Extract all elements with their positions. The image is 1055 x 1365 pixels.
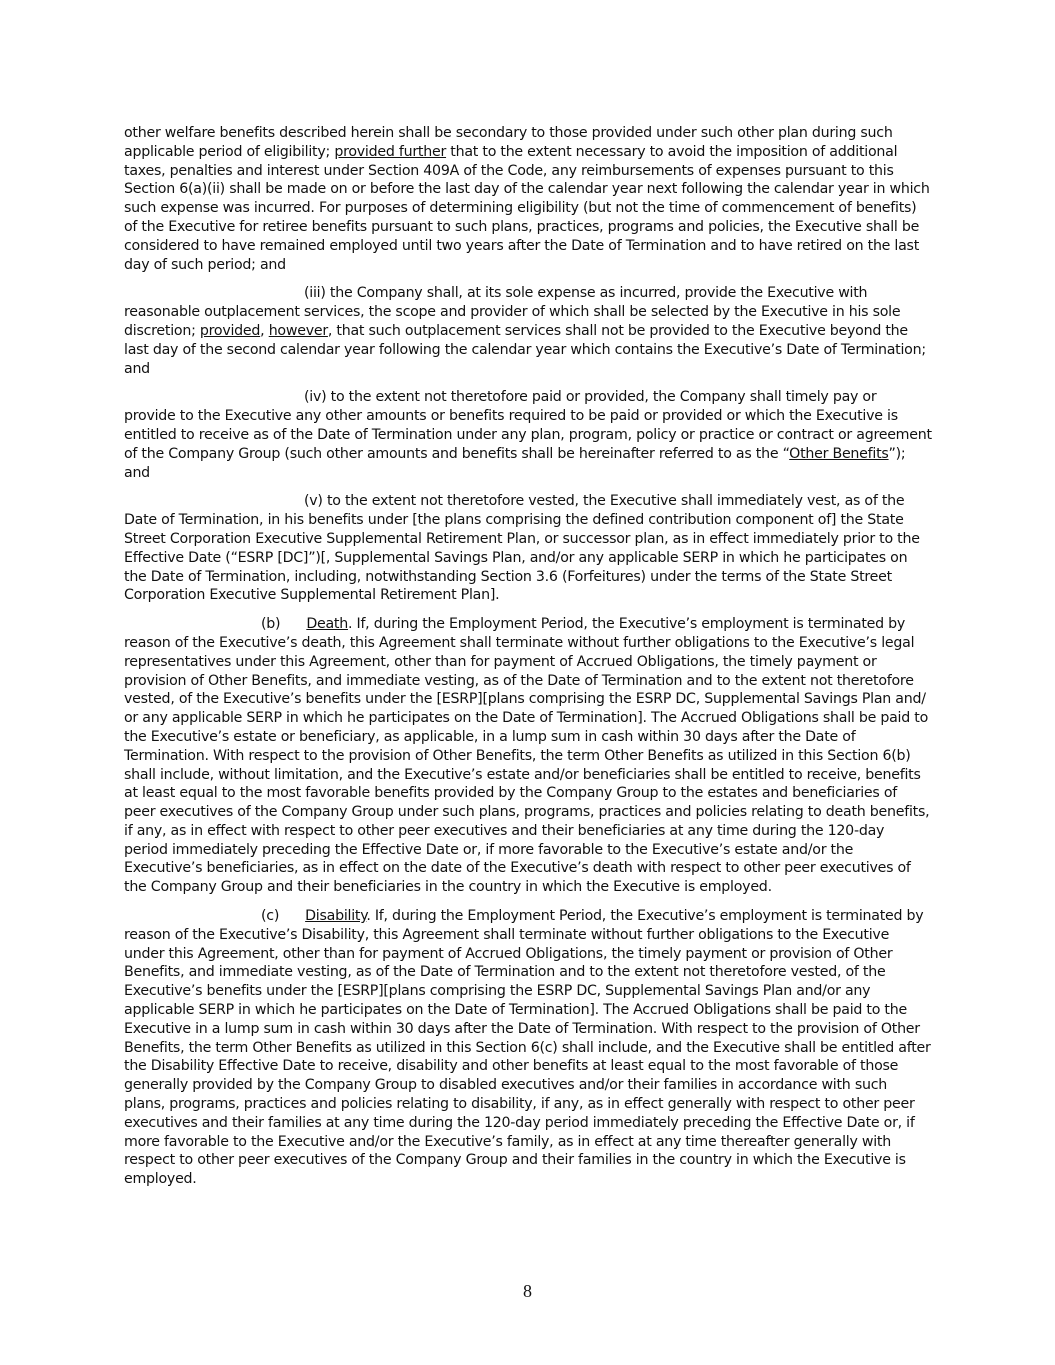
section-number: (c) [261,908,280,925]
text-run: . If, during the Employment Period, the Executive’s employment is terminated by reason of the Executive’s death, this Agreement shall terminate without further obligations to the Executive’s legal representatives under this Agreement, other than for payment of Accrued Obligations, the timely payment or provision of Other Benefits, and immediate vesting, as of the Date of Termination and to the extent not theretofore vested, of the Executive’s benefits under the [ESRP][plans comprising the ESRP DC, Supplemental Savings Plan and/ or any applicable SERP in which he participates on the Date of Termination]. The Accrued Obligations shall be paid to the Executive’s estate or beneficiary, as applicable, in a lump sum in cash within 30 days after the Date of Termination. With respect to the provision of Other Benefits, the term Other Benefits as utilized in this Section 6(b) shall include, without limitation, and the Executive’s estate and/or beneficiaries shall be entitled to receive, benefits at least equal to the most favorable benefits provided by the Company Group to the estates and beneficiaries of peer executives of the Company Group under such plans, programs, practices and policies relating to death benefits, if any, as in effect with respect to other peer executives and their beneficiaries at any time during the 120-day period immediately preceding the Effective Date or, if more favorable to the Executive’s estate and/or the Executive’s beneficiaries, as in effect on the date of the Executive’s death with respect to other peer executives of the Company Group and their beneficiaries in the country in which the Executive is employed. [124,616,930,896]
paragraph-v-vesting [124,492,932,605]
text-run: the Company shall, at its sole expense as incurred, provide the Executive with reasonable outplacement services, the scope and provider of which shall be selected by the Executive in his sole discretion; [124,285,901,339]
text-run: to the extent not theretofore vested, the Executive shall immediately vest, as of the Date of Termination, in his benefits under [the plans comprising the defined contribution component of] the State Street Corporation Executive Supplemental Retirement Plan, or successor plan, as in effect immediately prior to the Effective Date (“ESRP [DC]”)[, Supplemental Savings Plan, and/or any applicable SERP in which he participates on the Date of Termination, including, notwithstanding Section 3.6 (Forfeitures) under the terms of the State Street Corporation Executive Supplemental Retirement Plan]. [124,493,920,604]
paragraph-welfare-benefits [124,124,932,274]
underlined-term-provided: provided [199,322,261,339]
section-heading-death: Death [306,616,348,633]
text-run: to the extent not theretofore paid or provided, the Company shall timely pay or provide to the Executive any other amounts or benefits required to be paid or provided or which the Executive is entitled to receive as of the Date of Termination under any plan, program, policy or practice or contract or agreement of the Company Group (such other amounts and benefits shall be hereinafter referred to as the “ [124,389,932,462]
text-run: . If, during the Employment Period, the Executive’s employment is terminated by reason of the Executive’s Disability, this Agreement shall terminate without further obligations to the Executive under this Agreement, other than for payment of Accrued Obligations, the timely payment or provision of Other Benefits, and immediate vesting, as of the Date of Termination and to the extent not theretofore vested, of the Executive’s benefits under the [ESRP][plans comprising the ESRP DC, Supplemental Savings Plan and/or any applicable SERP in which he participates on the Date of Termination]. The Accrued Obligations shall be paid to the Executive in a lump sum in cash within 30 days after the Date of Termination. With respect to the provision of Other Benefits, the term Other Benefits as utilized in this Section 6(c) shall include, and the Executive shall be entitled after the Disability Effective Date to receive, disability and other benefits at least equal to the most favorable of those generally provided by the Company Group to disabled executives and/or their families in accordance with such plans, programs, practices and policies relating to disability, if any, as in effect generally with respect to other peer executives and their families at any time during the 120-day period immediately preceding the Effective Date or, if more favorable to the Executive and/or the Executive’s family, as in effect at any time thereafter generally with respect to other peer executives of the Company Group and their families in the country in which the Executive is employed. [124,908,931,1188]
clause-number: (iii) [304,285,326,302]
underlined-term-however: however [268,322,328,339]
underlined-term-other-benefits: Other Benefits [789,445,889,462]
document-body [124,124,932,1199]
section-heading-disability: Disability [305,908,367,925]
page-number: 8 [523,1281,532,1301]
paragraph-iv-other-benefits [124,388,932,482]
underlined-term-provided-further: provided further [334,143,447,160]
text-run: , that such outplacement services shall not be provided to the Executive beyond the last day of the second calendar year following the calendar year which contains the Executive’s Date of Termination; and [124,322,926,377]
paragraph-iii-outplacement [124,284,932,378]
paragraph-c-disability [124,907,932,1189]
section-number: (b) [261,616,281,633]
text-run: that to the extent necessary to avoid the imposition of additional taxes, penalties and interest under Section 409A of the Code, any reimbursements of expenses pursuant to this Section 6(a)(ii) shall be made on or before the last day of the calendar year next following the calendar year in which such expense was incurred. For purposes of determining eligibility (but not the time of commencement of benefits) of the Executive for retiree benefits pursuant to such plans, practices, programs and policies, the Executive shall be considered to have remained employed until two years after the Date of Termination and to have retired on the last day of such period; and [124,143,930,273]
paragraph-b-death [124,615,932,897]
text-run: ”); and [124,445,906,481]
text-run: other welfare benefits described herein shall be secondary to those provided under such other plan during such applicable period of eligibility; [124,125,893,160]
clause-number: (iv) [304,389,327,406]
clause-number: (v) [304,493,323,510]
text-run: , [260,322,269,339]
